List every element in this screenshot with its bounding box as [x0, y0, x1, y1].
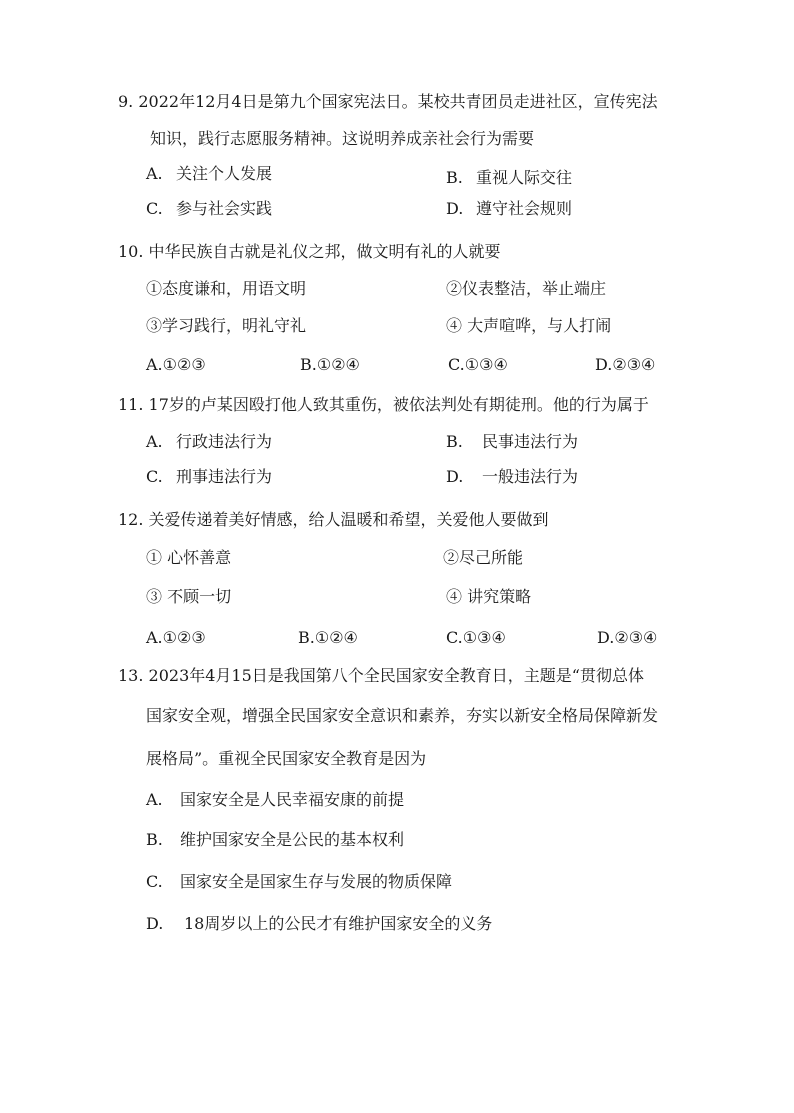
q9-stem-line2: 知识，践行志愿服务精神。这说明养成亲社会行为需要	[150, 129, 535, 148]
q13-option-b	[146, 830, 404, 850]
option-text: 参与社会实践	[176, 199, 273, 218]
q12-statement-3: ③ 不顾一切	[146, 587, 232, 606]
q11-stem: 11. 17岁的卢某因殴打他人致其重伤，被依法判处有期徒刑。他的行为属于	[118, 395, 649, 414]
option-label: D.	[146, 914, 164, 933]
option-label: D.	[446, 199, 464, 218]
option-text: 重视人际交往	[476, 168, 573, 187]
q12-option-a: A.①②③	[146, 628, 206, 647]
option-text: 国家安全是人民幸福安康的前提	[180, 790, 405, 809]
q10-statement-3: ③学习践行，明礼守礼	[146, 316, 307, 335]
q10-option-c: C.①③④	[448, 355, 508, 374]
q13-stem-line1: 13. 2023年4月15日是我国第八个全民国家安全教育日，主题是“贯彻总体	[118, 666, 644, 685]
q9-stem-line1: 9. 2022年12月4日是第九个国家宪法日。某校共青团员走进社区，宣传宪法	[118, 92, 658, 111]
q13-stem-line2: 国家安全观，增强全民国家安全意识和素养，夯实以新安全格局保障新发	[146, 706, 659, 725]
q13-option-a	[146, 790, 404, 810]
q11-option-c	[146, 467, 272, 487]
q10-option-b: B.①②④	[300, 355, 360, 374]
q10-statement-2: ②仪表整洁，举止端庄	[446, 279, 607, 298]
option-label: B.	[446, 432, 463, 451]
q10-option-d: D.②③④	[595, 355, 656, 374]
q12-statement-1: ① 心怀善意	[146, 548, 232, 567]
q12-statement-2: ②尽己所能	[443, 548, 524, 567]
option-text: 关注个人发展	[176, 164, 273, 183]
option-label: B.	[446, 168, 463, 187]
option-text: 遵守社会规则	[476, 199, 573, 218]
option-text: 刑事违法行为	[176, 467, 273, 486]
q12-option-b: B.①②④	[298, 628, 358, 647]
q9-option-b	[446, 168, 572, 188]
option-label: A.	[146, 164, 163, 183]
q12-option-d: D.②③④	[597, 628, 658, 647]
option-label: C.	[146, 199, 163, 218]
option-label: C.	[146, 872, 163, 891]
option-text: 国家安全是国家生存与发展的物质保障	[180, 872, 453, 891]
option-label: A.	[146, 432, 163, 451]
q9-option-d	[446, 199, 572, 219]
q12-stem: 12. 关爱传递着美好情感，给人温暖和希望，关爱他人要做到	[118, 510, 549, 529]
q11-option-a	[146, 432, 272, 452]
q10-option-a: A.①②③	[146, 355, 206, 374]
q13-stem-line3: 展格局”。重视全民国家安全教育是因为	[146, 749, 427, 768]
option-text: 维护国家安全是公民的基本权利	[180, 830, 405, 849]
option-text: 民事违法行为	[482, 432, 579, 451]
option-label: D.	[446, 467, 464, 486]
option-label: C.	[146, 467, 163, 486]
q10-statement-1: ①态度谦和，用语文明	[146, 279, 307, 298]
option-label: A.	[146, 790, 163, 809]
q12-option-c: C.①③④	[446, 628, 506, 647]
q9-option-c	[146, 199, 272, 219]
q10-stem: 10. 中华民族自古就是礼仪之邦，做文明有礼的人就要	[118, 242, 501, 261]
q10-statement-4: ④ 大声喧哗，与人打闹	[446, 316, 612, 335]
q9-option-a	[146, 164, 272, 184]
q11-option-d	[446, 467, 578, 487]
q12-statement-4: ④ 讲究策略	[446, 587, 532, 606]
q13-option-d	[146, 914, 492, 934]
option-label: B.	[146, 830, 163, 849]
option-text: 一般违法行为	[482, 467, 579, 486]
q11-option-b	[446, 432, 578, 452]
q13-option-c	[146, 872, 452, 892]
option-text: 18周岁以上的公民才有维护国家安全的义务	[184, 914, 493, 933]
option-text: 行政违法行为	[176, 432, 273, 451]
